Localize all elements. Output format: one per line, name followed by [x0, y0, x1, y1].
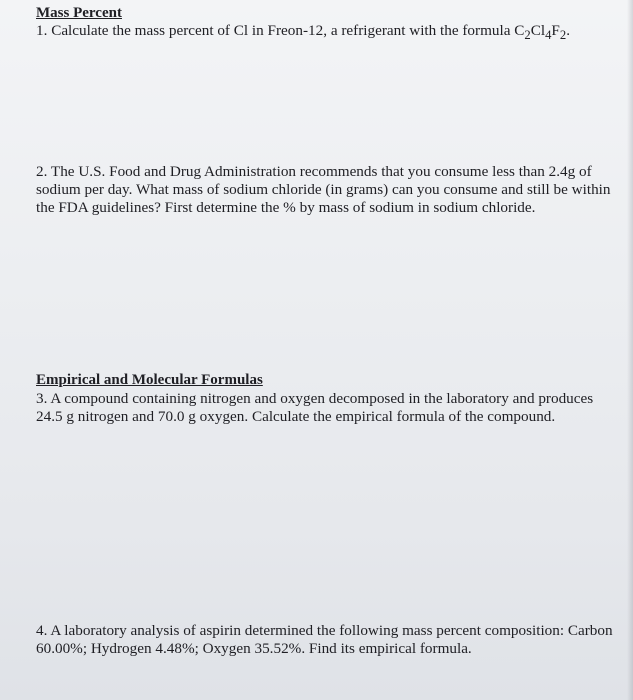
question-3: 3. A compound containing nitrogen and oxygen decomposed in the laboratory and produces 24.5 g nitrogen and 70.0 g oxygen. Calculate the empirical formula of the compound.: [36, 390, 594, 425]
question-1: [36, 22, 626, 44]
question-1-f: F: [551, 22, 560, 39]
question-1-subscript-cl: 4: [545, 28, 552, 43]
empirical-formulas-heading: Empirical and Molecular Formulas: [36, 372, 263, 388]
mass-percent-heading: Mass Percent: [36, 5, 122, 21]
question-4: 4. A laboratory analysis of aspirin determined the following mass percent composition: Carbon 60.00%; Hydrogen 4.48%; Oxygen 35.52%. Find its empirical formula.: [36, 622, 613, 657]
question-2: 2. The U.S. Food and Drug Administration recommends that you consume less than 2.4g of sodium per day. What mass of sodium chloride (in grams) can you consume and still be within the FDA guidelines? First determine the % by mass of sodium in sodium chloride.: [36, 163, 611, 216]
page-edge-shadow: [627, 0, 633, 700]
question-1-cl: Cl: [530, 22, 546, 39]
question-1-end: .: [566, 22, 570, 39]
question-1-subscript-c: 2: [524, 28, 531, 43]
question-1-subscript-f: 2: [559, 28, 567, 43]
question-1-text: 1. Calculate the mass percent of Cl in Freon-12, a refrigerant with the formula C: [36, 22, 525, 39]
